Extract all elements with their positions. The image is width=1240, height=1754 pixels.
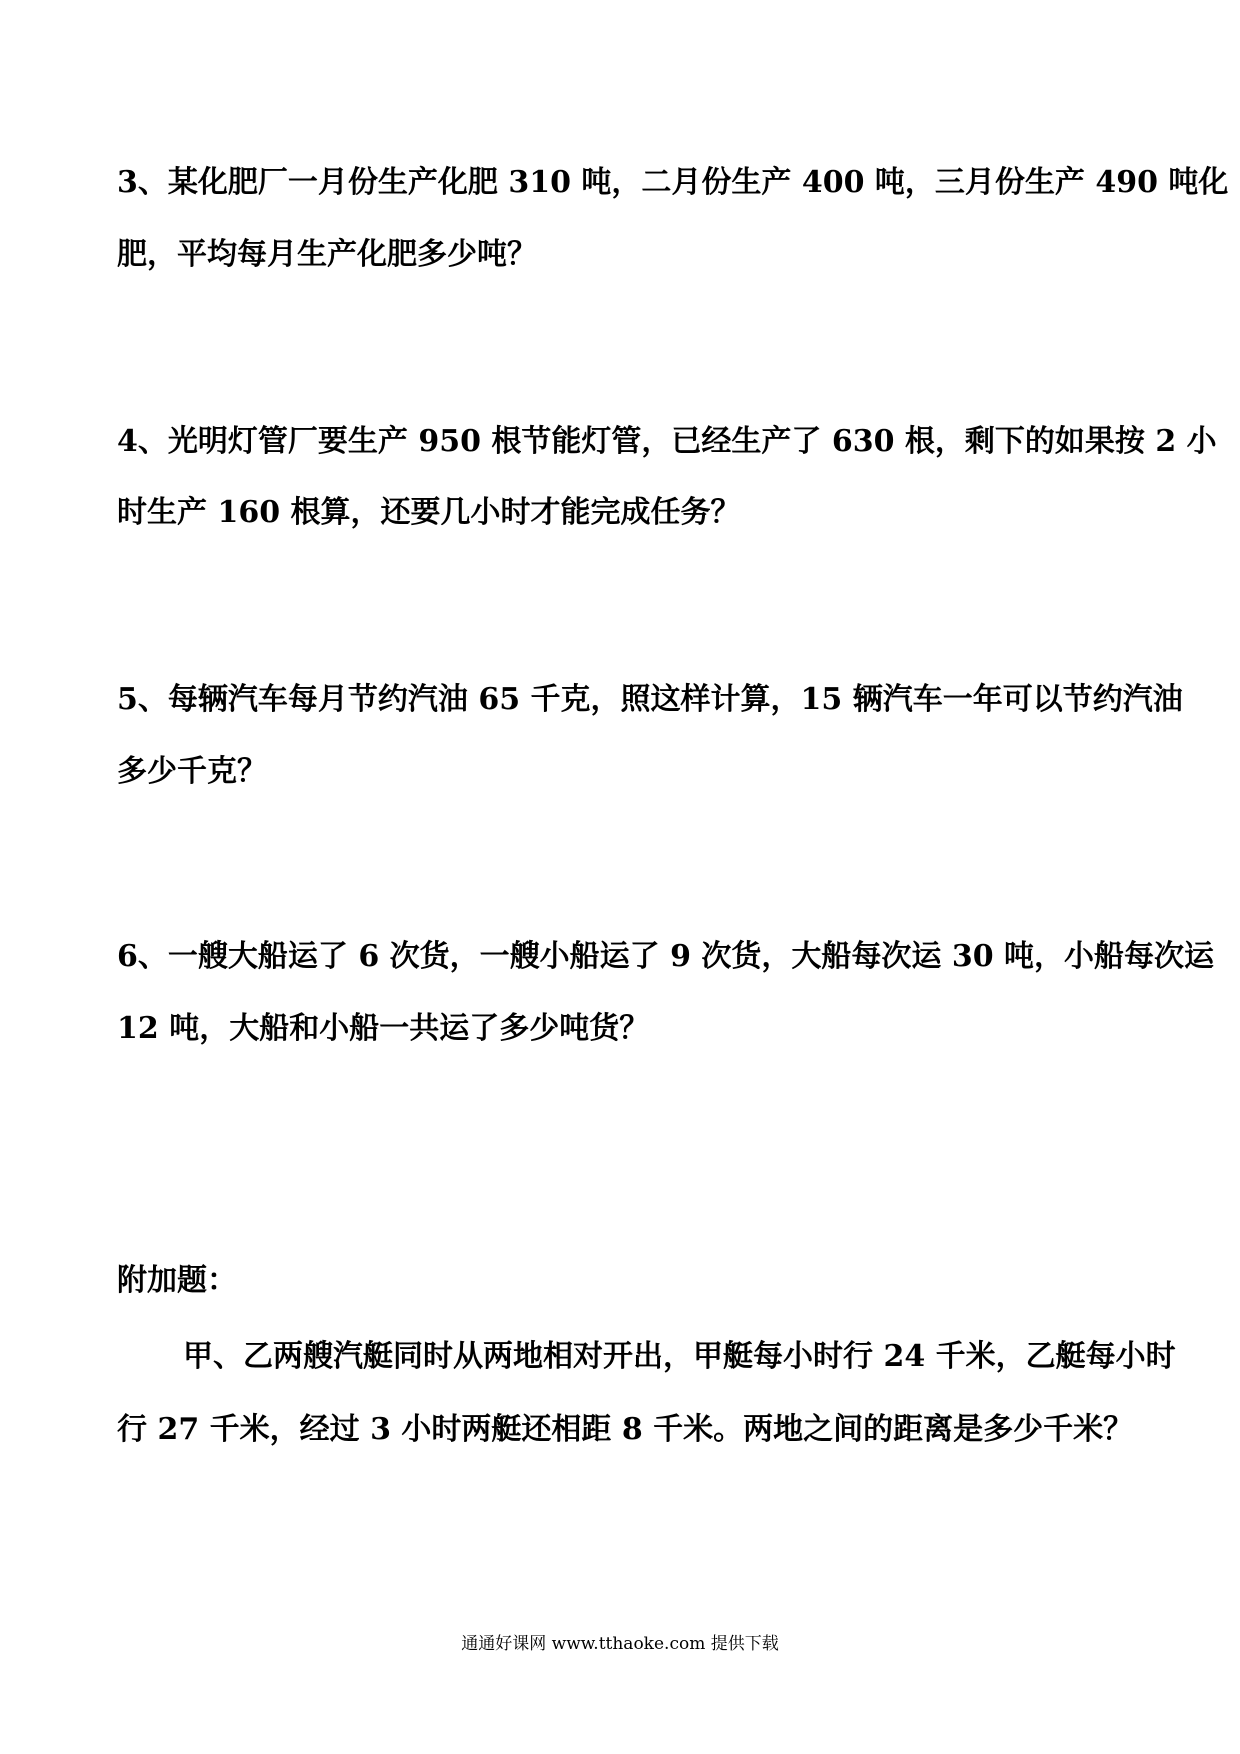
bonus-heading: 附加题：	[117, 1263, 237, 1298]
question-5-line-1: 5、每辆汽车每月节约汽油 65 千克，照这样计算，15 辆汽车一年可以节约汽油	[117, 682, 1183, 717]
question-4-line-1: 4、光明灯管厂要生产 950 根节能灯管，已经生产了 630 根，剩下的如果按 2 小	[117, 424, 1217, 459]
question-6-line-2: 12 吨，大船和小船一共运了多少吨货？	[117, 1011, 650, 1046]
question-3-line-1: 3、某化肥厂一月份生产化肥 310 吨，二月份生产 400 吨，三月份生产 490 吨化	[117, 165, 1229, 200]
bonus-question-line-2: 行 27 千米，经过 3 小时两艇还相距 8 千米。两地之间的距离是多少千米？	[117, 1412, 1134, 1447]
question-5-line-2: 多少千克？	[117, 754, 267, 789]
question-3-line-2: 肥，平均每月生产化肥多少吨？	[117, 237, 537, 272]
bonus-question-line-1: 甲、乙两艘汽艇同时从两地相对开出，甲艇每小时行 24 千米，乙艇每小时	[183, 1339, 1176, 1374]
question-4-line-2: 时生产 160 根算，还要几小时才能完成任务？	[117, 495, 741, 530]
question-6-line-1: 6、一艘大船运了 6 次货，一艘小船运了 9 次货，大船每次运 30 吨，小船每次运	[117, 939, 1215, 974]
footer-source-text: 通通好课网 www.tthaoke.com 提供下载	[461, 1634, 779, 1654]
